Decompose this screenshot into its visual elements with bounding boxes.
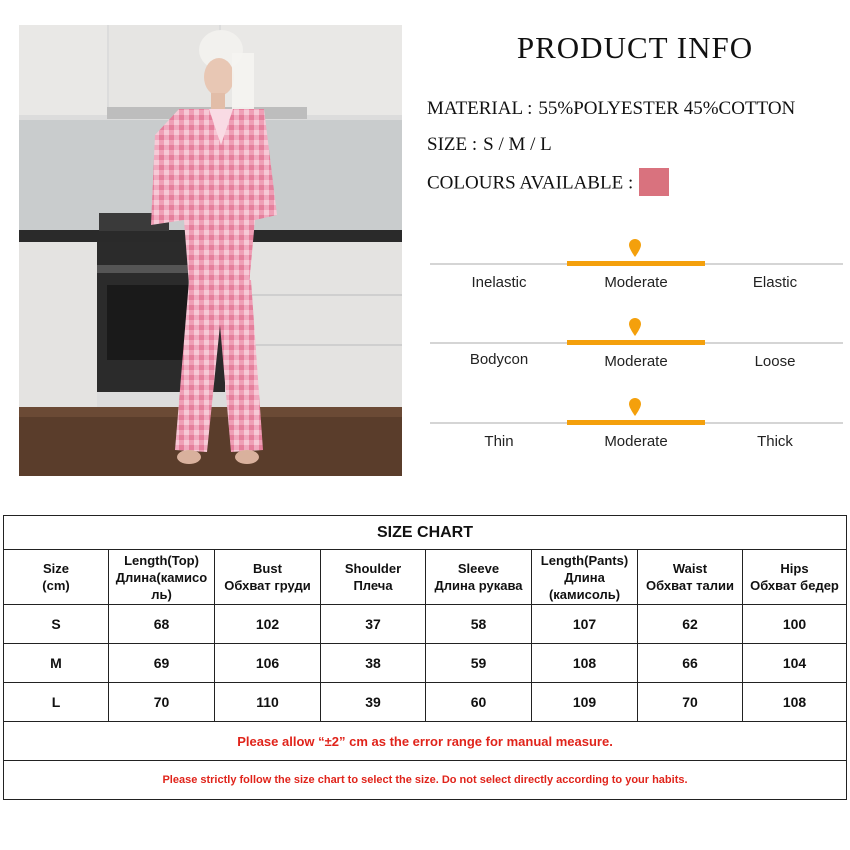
table-row xyxy=(4,605,847,644)
thickness-scale xyxy=(430,397,843,457)
length-pants-cell: 107 xyxy=(532,605,638,644)
size-advice-note: Please strictly follow the size chart to select the size. Do not select directly according to your habits. xyxy=(4,761,847,800)
length-top-cell: 70 xyxy=(109,683,215,722)
stretch-scale xyxy=(430,238,843,298)
hips-cell: 100 xyxy=(743,605,847,644)
measure-error-note: Please allow “±2” cm as the error range for manual measure. xyxy=(4,722,847,761)
location-pin-icon xyxy=(629,239,641,257)
header-size: Size (cm) xyxy=(4,550,109,605)
material-line xyxy=(427,98,795,120)
measure-error-note-row xyxy=(4,722,847,761)
scale-middle-label: Moderate xyxy=(604,433,668,450)
product-photo xyxy=(19,25,402,476)
bust-cell: 106 xyxy=(215,644,321,683)
location-pin-icon xyxy=(629,318,641,336)
length-pants-cell: 108 xyxy=(532,644,638,683)
table-row xyxy=(4,644,847,683)
size-line xyxy=(427,134,552,156)
shoulder-cell: 39 xyxy=(321,683,426,722)
colour-swatch[interactable] xyxy=(639,168,669,196)
scale-left-label: Inelastic xyxy=(471,274,527,291)
scale-right-label: Elastic xyxy=(752,274,798,291)
header-shoulder: Shoulder Плеча xyxy=(321,550,426,605)
header-length-pants: Length(Pants) Длина (камисоль) xyxy=(532,550,638,605)
length-top-cell: 69 xyxy=(109,644,215,683)
size-value: S / M / L xyxy=(483,134,552,155)
header-sleeve: Sleeve Длина рукава xyxy=(426,550,532,605)
table-row xyxy=(4,683,847,722)
waist-cell: 62 xyxy=(638,605,743,644)
size-chart-title: SIZE CHART xyxy=(4,516,847,550)
hips-cell: 108 xyxy=(743,683,847,722)
colours-label: COLOURS AVAILABLE : xyxy=(427,172,634,194)
bust-cell: 102 xyxy=(215,605,321,644)
header-hips: Hips Обхват бедер xyxy=(743,550,847,605)
sleeve-cell: 60 xyxy=(426,683,532,722)
length-pants-cell: 109 xyxy=(532,683,638,722)
sleeve-cell: 58 xyxy=(426,605,532,644)
scale-selected-segment xyxy=(567,340,705,345)
scale-right-label: Thick xyxy=(757,433,793,450)
header-waist: Waist Обхват талии xyxy=(638,550,743,605)
location-pin-icon xyxy=(629,398,641,416)
size-cell: M xyxy=(4,644,109,683)
scale-middle-label: Moderate xyxy=(604,274,668,291)
shoulder-cell: 38 xyxy=(321,644,426,683)
model-in-gingham-pajamas-image xyxy=(19,25,402,476)
scale-selected-segment xyxy=(567,420,705,425)
size-label: SIZE : xyxy=(427,134,478,155)
size-cell: S xyxy=(4,605,109,644)
product-info-title: PRODUCT INFO xyxy=(516,30,754,65)
scale-middle-label: Moderate xyxy=(604,353,668,370)
header-length-top: Length(Top) Длина(камисо ль) xyxy=(109,550,215,605)
hips-cell: 104 xyxy=(743,644,847,683)
shoulder-cell: 37 xyxy=(321,605,426,644)
material-label: MATERIAL : xyxy=(427,98,533,119)
sleeve-cell: 59 xyxy=(426,644,532,683)
bust-cell: 110 xyxy=(215,683,321,722)
scale-right-label: Loose xyxy=(754,353,796,370)
size-cell: L xyxy=(4,683,109,722)
material-value: 55%POLYESTER 45%COTTON xyxy=(538,98,796,119)
colours-line xyxy=(427,170,669,198)
length-top-cell: 68 xyxy=(109,605,215,644)
waist-cell: 66 xyxy=(638,644,743,683)
size-advice-note-row xyxy=(4,761,847,800)
size-chart-table xyxy=(3,515,847,800)
waist-cell: 70 xyxy=(638,683,743,722)
scale-left-label: Bodycon xyxy=(469,351,529,368)
size-chart-header-row xyxy=(4,550,847,605)
scale-left-label: Thin xyxy=(484,433,514,450)
header-bust: Bust Обхват груди xyxy=(215,550,321,605)
scale-selected-segment xyxy=(567,261,705,266)
fit-scale xyxy=(430,317,843,377)
